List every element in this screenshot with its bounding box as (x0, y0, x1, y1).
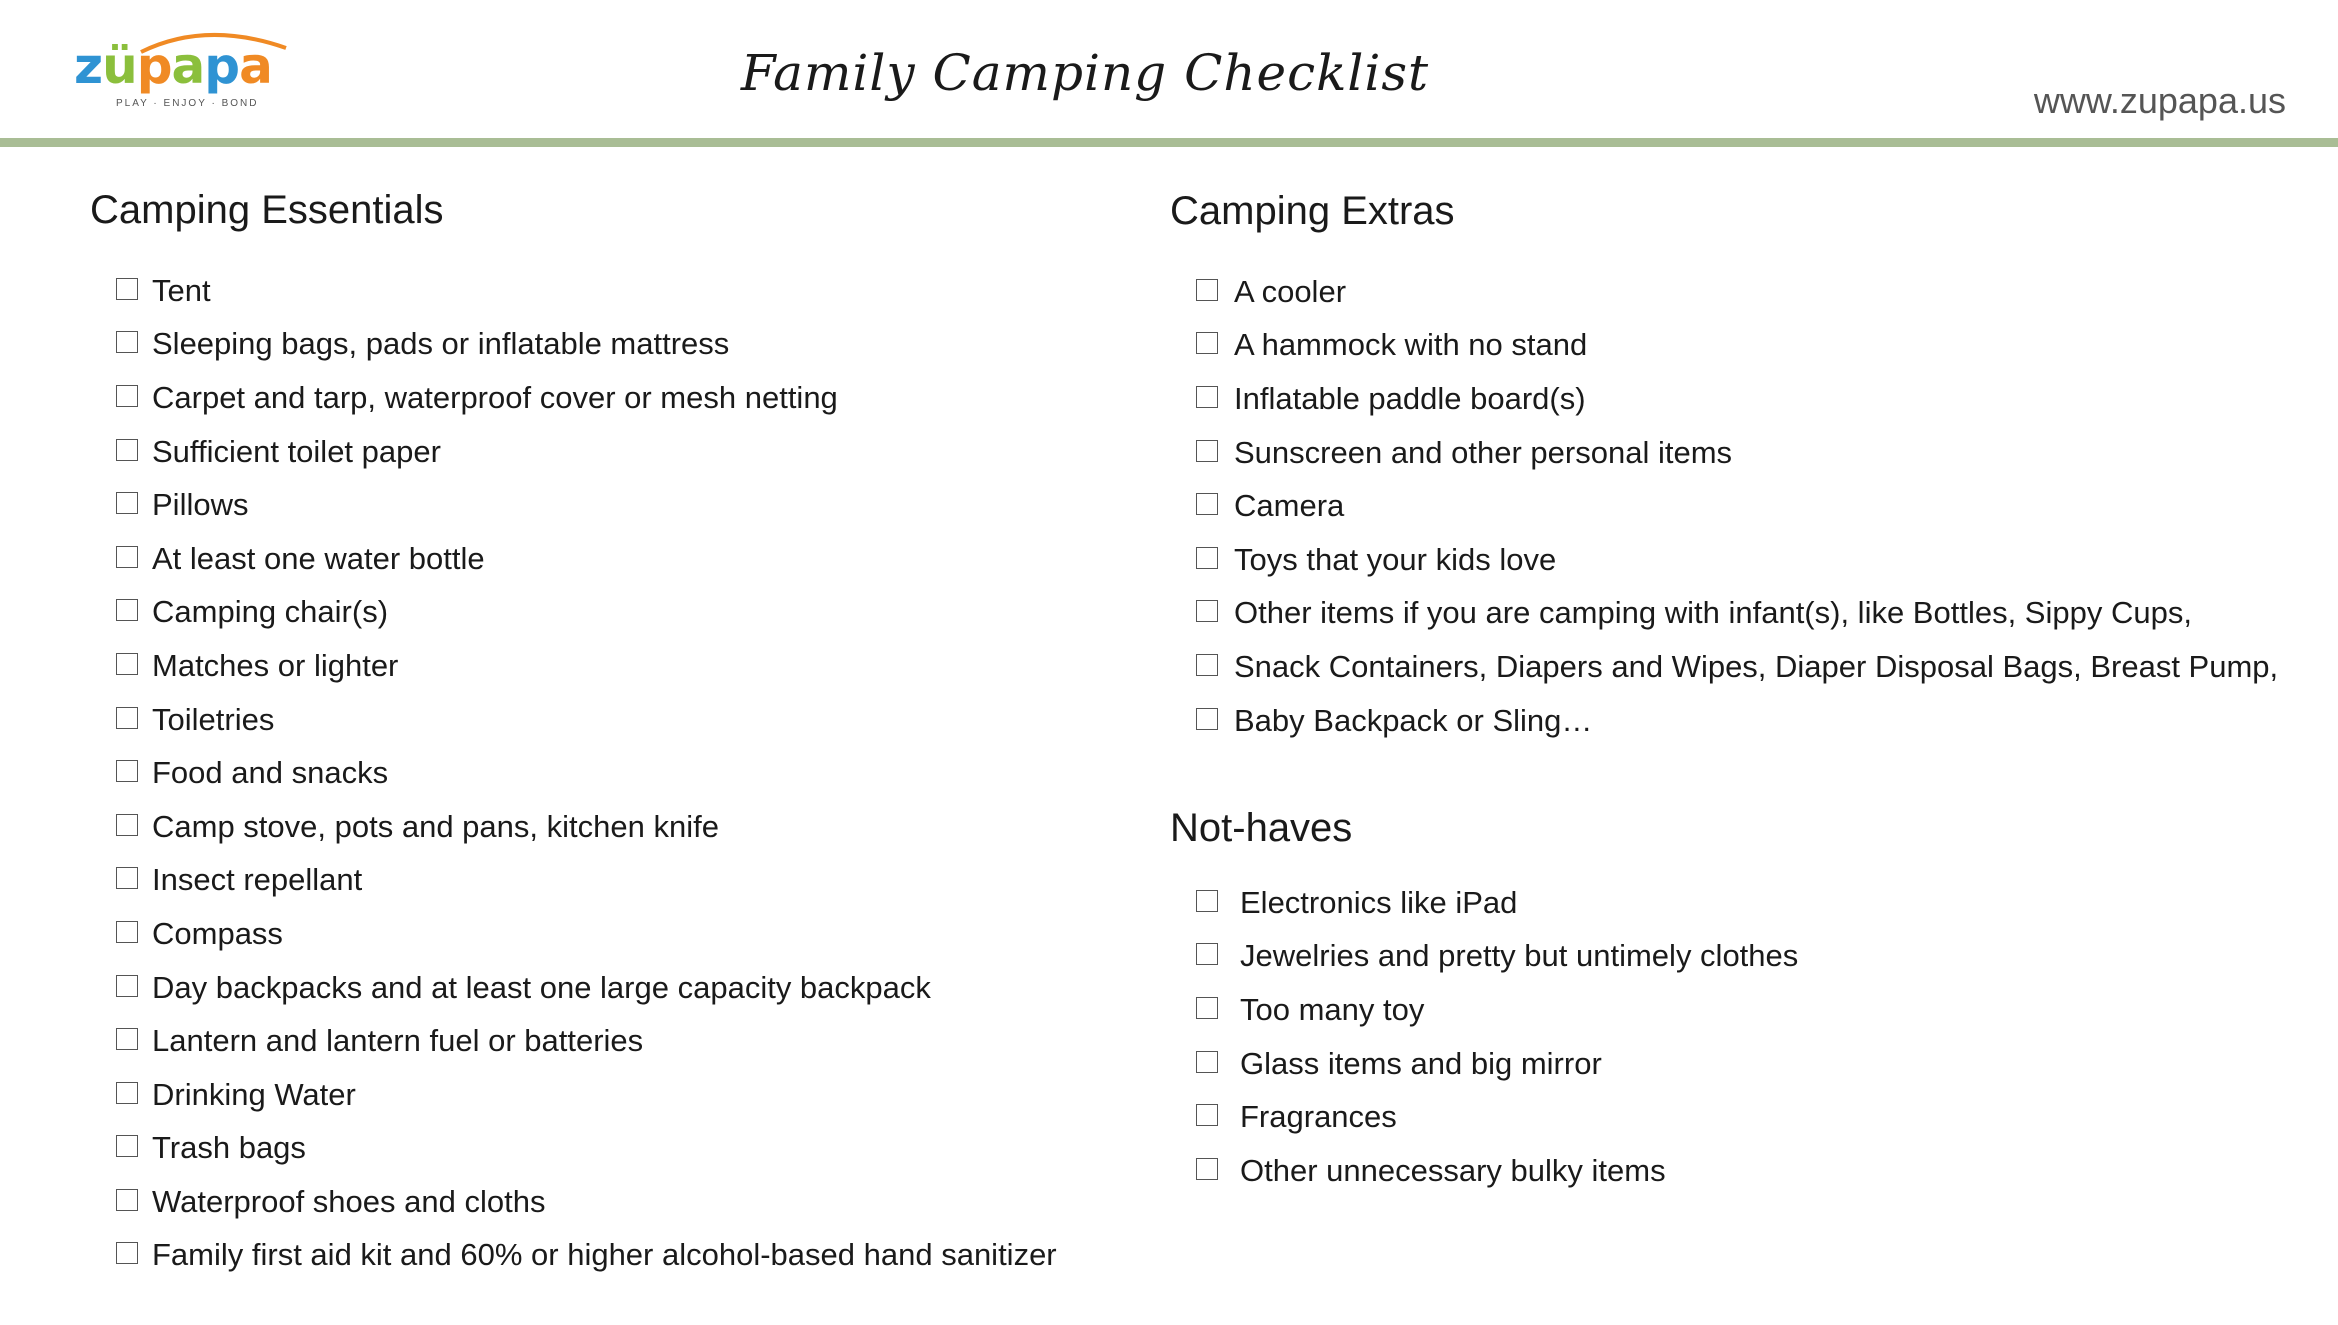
section-heading: Camping Extras (1170, 189, 1455, 233)
checklist-item (1196, 265, 2278, 319)
checklist-item-label: A cooler (1234, 273, 1347, 309)
checklist-item-label: Day backpacks and at least one large capacity backpack (152, 969, 931, 1005)
checkbox[interactable] (1196, 708, 1218, 730)
checklist-item (1196, 694, 2278, 748)
checklist-item (1196, 640, 2278, 694)
checklist-item (116, 425, 1057, 479)
checkbox[interactable] (116, 331, 138, 353)
checkbox[interactable] (116, 1242, 138, 1264)
checklist-item (116, 693, 1057, 747)
checkbox[interactable] (116, 814, 138, 836)
checkbox[interactable] (1196, 654, 1218, 676)
checklist-item (116, 264, 1057, 318)
checklist-item (116, 1014, 1057, 1068)
checkbox[interactable] (1196, 1051, 1218, 1073)
checklist-item-label: Carpet and tarp, waterproof cover or mesh netting (152, 379, 838, 415)
checkbox[interactable] (116, 760, 138, 782)
checklist-item (1196, 587, 2278, 641)
checklist-item (1196, 319, 2278, 373)
checklist-item-label: Toiletries (152, 701, 275, 737)
checklist-item (116, 1229, 1057, 1283)
checklist-item (116, 1122, 1057, 1176)
checkbox[interactable] (116, 1028, 138, 1050)
checkbox[interactable] (116, 707, 138, 729)
checkbox[interactable] (1196, 547, 1218, 569)
checklist-item-label: Sunscreen and other personal items (1234, 434, 1733, 470)
checkbox[interactable] (1196, 1104, 1218, 1126)
checkbox[interactable] (116, 546, 138, 568)
checklist-item-label: Waterproof shoes and cloths (152, 1183, 546, 1219)
checkbox[interactable] (116, 653, 138, 675)
checklist-item (1196, 1037, 1798, 1091)
checkbox[interactable] (116, 599, 138, 621)
checklist-item-label: Drinking Water (152, 1076, 356, 1112)
checkbox[interactable] (1196, 332, 1218, 354)
checklist-item-label: Family first aid kit and 60% or higher alcohol-based hand sanitizer (152, 1237, 1057, 1273)
checklist-item (1196, 372, 2278, 426)
logo-wordmark: züpapa (74, 37, 272, 95)
checklist-item-label: Sleeping bags, pads or inflatable mattress (152, 326, 730, 362)
checkbox[interactable] (1196, 600, 1218, 622)
checkbox[interactable] (116, 975, 138, 997)
section-camping-essentials (90, 186, 444, 234)
checklist-item-label: Camp stove, pots and pans, kitchen knife (152, 808, 719, 844)
checklist-item (116, 854, 1057, 908)
checklist-item (1196, 426, 2278, 480)
checklist-item-label: Sufficient toilet paper (152, 433, 441, 469)
checkbox[interactable] (116, 439, 138, 461)
essentials-list (116, 264, 1057, 1282)
checkbox[interactable] (1196, 997, 1218, 1019)
checklist-item (1196, 1090, 1798, 1144)
extras-list (1196, 265, 2278, 747)
checkbox[interactable] (1196, 386, 1218, 408)
section-camping-extras (1170, 187, 1455, 235)
checklist-item-label: Jewelries and pretty but untimely clothes (1240, 938, 1799, 974)
checklist-item (116, 800, 1057, 854)
checklist-item (116, 532, 1057, 586)
checklist-item-label: Food and snacks (152, 755, 389, 791)
checklist-item (116, 907, 1057, 961)
checklist-item-label: At least one water bottle (152, 540, 485, 576)
checkbox[interactable] (116, 385, 138, 407)
checklist-item-label: Tent (152, 272, 211, 308)
checklist-item-label: Too many toy (1240, 991, 1425, 1027)
checklist-item-label: Camping chair(s) (152, 594, 389, 630)
checklist-item (116, 1175, 1057, 1229)
header-divider (0, 138, 2338, 147)
checkbox[interactable] (116, 921, 138, 943)
checklist-item (1196, 479, 2278, 533)
checklist-item-label: Pillows (152, 487, 249, 523)
checklist-item-label: Lantern and lantern fuel or batteries (152, 1023, 644, 1059)
checklist-item-label: Baby Backpack or Sling… (1234, 702, 1593, 738)
website-url: www.zupapa.us (2033, 80, 2286, 121)
checklist-item-label: Trash bags (152, 1130, 306, 1166)
checklist-item-label: Inflatable paddle board(s) (1234, 380, 1586, 416)
checklist-item (1196, 983, 1798, 1037)
checkbox[interactable] (116, 492, 138, 514)
checklist-item-label: Snack Containers, Diapers and Wipes, Diaper Disposal Bags, Breast Pump, (1234, 648, 2279, 684)
checklist-item-label: A hammock with no stand (1234, 327, 1588, 363)
checkbox[interactable] (1196, 943, 1218, 965)
checklist-item (116, 961, 1057, 1015)
checklist-item (116, 318, 1057, 372)
page-title: Family Camping Checklist (740, 44, 1430, 102)
page-header (0, 0, 2338, 150)
checklist-item-label: Insect repellant (152, 862, 363, 898)
checkbox[interactable] (1196, 890, 1218, 912)
checklist-item-label: Fragrances (1240, 1099, 1397, 1135)
checklist-item (1196, 876, 1798, 930)
not-haves-list (1196, 876, 1798, 1198)
logo-tagline: PLAY · ENJOY · BOND (116, 98, 259, 109)
checkbox[interactable] (116, 1135, 138, 1157)
checklist-item (116, 639, 1057, 693)
checklist-item-label: Toys that your kids love (1234, 541, 1557, 577)
checklist-item (116, 586, 1057, 640)
checklist-item (1196, 1144, 1798, 1198)
checklist-item (1196, 533, 2278, 587)
checkbox[interactable] (116, 1189, 138, 1211)
checklist-item-label: Other items if you are camping with infant(s), like Bottles, Sippy Cups, (1234, 595, 2192, 631)
checklist-item-label: Matches or lighter (152, 647, 399, 683)
checkbox[interactable] (1196, 1158, 1218, 1180)
section-heading: Camping Essentials (90, 188, 444, 232)
section-not-haves (1170, 804, 1352, 852)
checklist-item (116, 1068, 1057, 1122)
checklist-item (116, 746, 1057, 800)
checklist-item-label: Glass items and big mirror (1240, 1045, 1602, 1081)
checklist-item-label: Other unnecessary bulky items (1240, 1152, 1666, 1188)
checkbox[interactable] (1196, 440, 1218, 462)
checklist-item-label: Compass (152, 915, 283, 951)
section-heading: Not-haves (1170, 806, 1353, 850)
checklist-item (116, 371, 1057, 425)
checklist-item (116, 478, 1057, 532)
checkbox[interactable] (1196, 493, 1218, 515)
checkbox[interactable] (1196, 279, 1218, 301)
checkbox[interactable] (116, 278, 138, 300)
checklist-item-label: Electronics like iPad (1240, 884, 1518, 920)
checkbox[interactable] (116, 867, 138, 889)
checklist-item-label: Camera (1234, 488, 1345, 524)
checklist-item (1196, 930, 1798, 984)
checkbox[interactable] (116, 1082, 138, 1104)
